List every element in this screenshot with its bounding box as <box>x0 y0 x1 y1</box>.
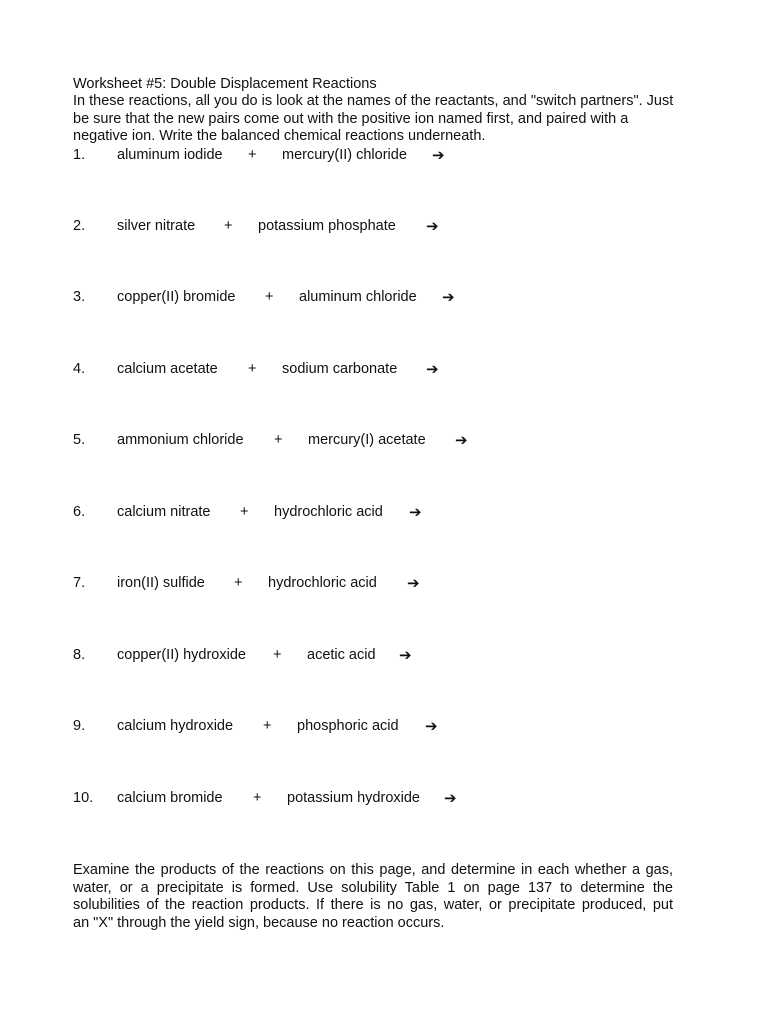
reactant-1: aluminum iodide <box>117 147 223 163</box>
worksheet-title: Worksheet #5: Double Displacement Reactions <box>73 76 377 92</box>
reactant-2: mercury(II) chloride <box>282 147 407 163</box>
plus-sign: + <box>265 289 274 305</box>
reactant-1: copper(II) bromide <box>117 289 236 305</box>
instructions-line: negative ion. Write the balanced chemical reactions underneath. <box>73 128 486 144</box>
instructions-footer <box>73 862 703 933</box>
footer-line: an "X" through the yield sign, because no reaction occurs. <box>73 915 445 932</box>
plus-sign: + <box>234 575 243 591</box>
reactant-1: calcium hydroxide <box>117 718 234 734</box>
reaction-number: 7. <box>73 575 86 591</box>
reaction-number: 5. <box>73 432 86 448</box>
yield-arrow-icon: ➔ <box>425 717 438 735</box>
reactant-1: silver nitrate <box>117 218 196 234</box>
reactant-2: acetic acid <box>307 647 376 663</box>
reaction-number: 2. <box>73 218 86 234</box>
reactant-1: copper(II) hydroxide <box>117 647 246 663</box>
yield-arrow-icon: ➔ <box>426 360 439 378</box>
reactant-2: phosphoric acid <box>297 718 399 734</box>
plus-sign: + <box>253 790 262 806</box>
instructions-paragraph <box>73 93 673 146</box>
yield-arrow-icon: ➔ <box>444 789 457 807</box>
reactant-1: calcium acetate <box>117 361 218 377</box>
reactant-1: calcium bromide <box>117 790 223 806</box>
reactant-1: calcium nitrate <box>117 504 211 520</box>
reactant-2: potassium phosphate <box>258 218 396 234</box>
reaction-number: 9. <box>73 718 86 734</box>
yield-arrow-icon: ➔ <box>407 574 420 592</box>
instructions-line: be sure that the new pairs come out with the positive ion named first, and paired with a <box>73 110 629 127</box>
plus-sign: + <box>248 361 257 377</box>
reaction-number: 8. <box>73 647 86 663</box>
footer-line: Examine the products of the reactions on this page, and determine in each whether a gas, <box>73 862 673 878</box>
footer-line: solubilities of the reaction products. If there is no gas, water, or precipitate produced, put <box>73 897 673 914</box>
reactant-1: ammonium chloride <box>117 432 244 448</box>
yield-arrow-icon: ➔ <box>432 146 445 164</box>
yield-arrow-icon: ➔ <box>426 217 439 235</box>
plus-sign: + <box>263 718 272 734</box>
reactant-2: hydrochloric acid <box>274 504 383 520</box>
reaction-number: 6. <box>73 504 86 520</box>
plus-sign: + <box>274 432 283 448</box>
reactant-2: potassium hydroxide <box>287 790 420 806</box>
plus-sign: + <box>248 147 257 163</box>
instructions-line: In these reactions, all you do is look at the names of the reactants, and "switch partners". Just <box>73 93 674 109</box>
plus-sign: + <box>273 647 282 663</box>
reactant-2: sodium carbonate <box>282 361 398 377</box>
reaction-number: 3. <box>73 289 86 305</box>
plus-sign: + <box>240 504 249 520</box>
yield-arrow-icon: ➔ <box>409 503 422 521</box>
reactant-2: aluminum chloride <box>299 289 417 305</box>
plus-sign: + <box>224 218 233 234</box>
reactant-2: mercury(I) acetate <box>308 432 426 448</box>
yield-arrow-icon: ➔ <box>455 431 468 449</box>
yield-arrow-icon: ➔ <box>442 288 455 306</box>
footer-line: water, or a precipitate is formed. Use solubility Table 1 on page 137 to determine the <box>73 879 673 896</box>
reaction-number: 1. <box>73 147 86 163</box>
yield-arrow-icon: ➔ <box>399 646 412 664</box>
reactant-1: iron(II) sulfide <box>117 575 205 591</box>
reactant-2: hydrochloric acid <box>268 575 377 591</box>
reaction-number: 4. <box>73 361 86 377</box>
reaction-number: 10. <box>73 790 94 806</box>
